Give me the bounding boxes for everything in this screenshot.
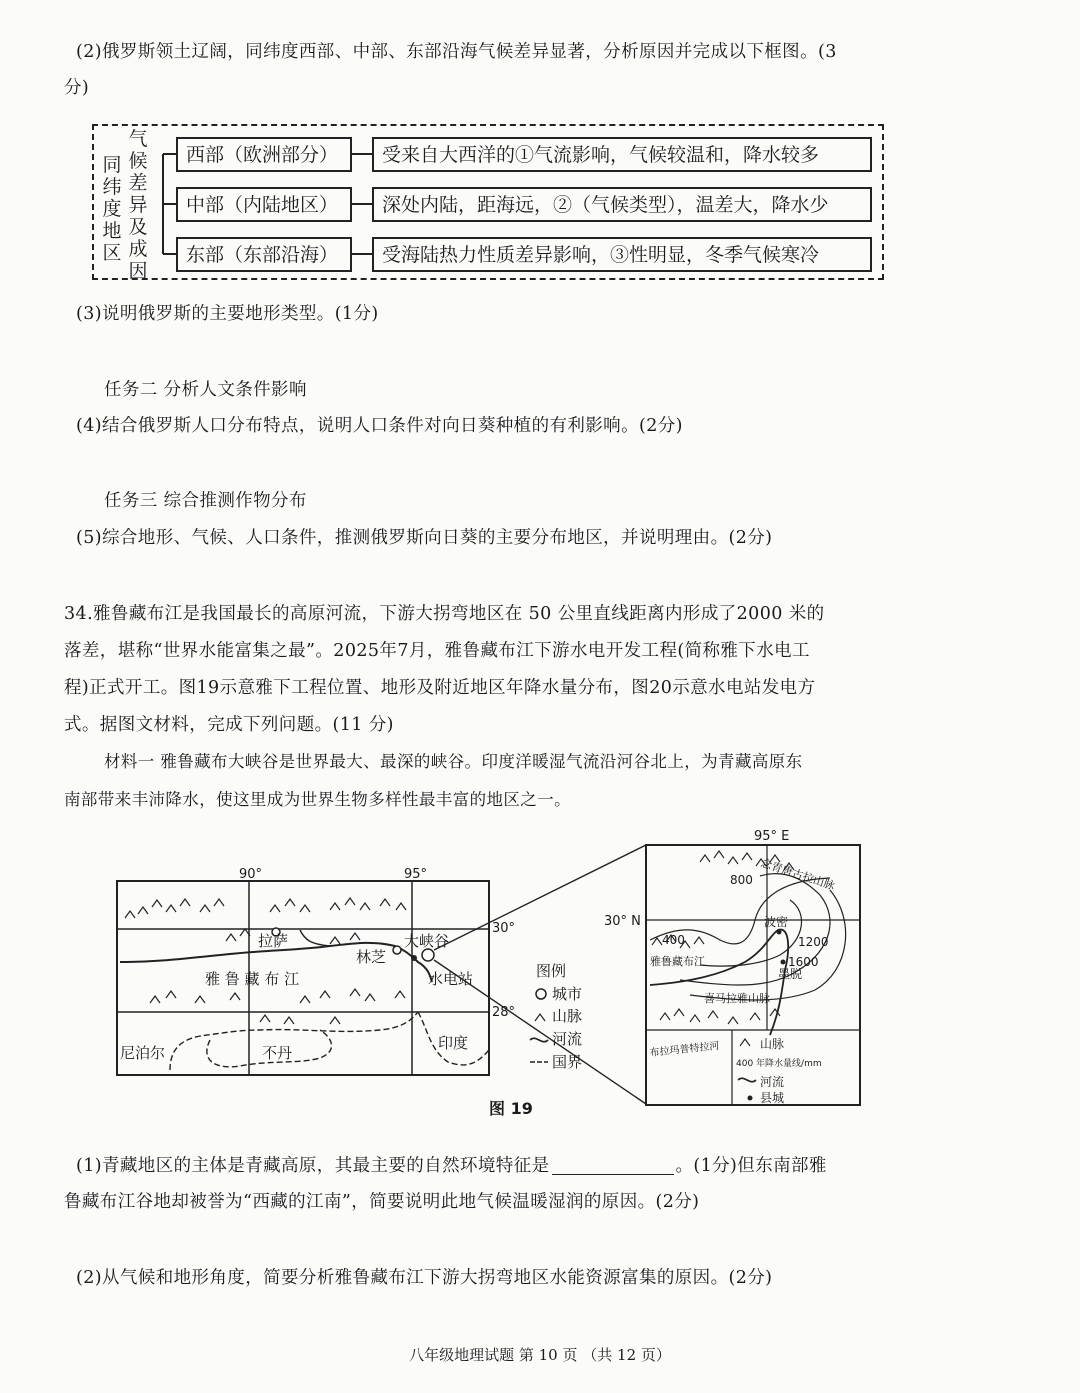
legend-mountain: 山脉 bbox=[552, 1007, 583, 1025]
q34-1-line2: 鲁藏布江谷地却被誉为“西藏的江南”，简要说明此地气候温暖湿润的原因。(2分) bbox=[64, 1192, 700, 1212]
legend-title: 图例 bbox=[536, 962, 567, 980]
right-map bbox=[604, 829, 860, 1105]
legend-border: 国界 bbox=[552, 1053, 583, 1071]
left-map bbox=[117, 867, 515, 1075]
lon-95-label: 95° bbox=[404, 867, 428, 882]
isohyet-1200-label: 1200 bbox=[798, 935, 829, 949]
page-footer: 八年级地理试题 第 10 页 （共 12 页） bbox=[409, 1346, 671, 1364]
himalaya-label: 喜马拉雅山脉 bbox=[704, 992, 770, 1005]
diagram-left-label: 同纬度地区 bbox=[102, 154, 122, 264]
question-34-line3: 程)正式开工。图19示意雅下工程位置、地形及附近地区年降水量分布，图20示意水电站发电方 bbox=[64, 678, 816, 698]
reason-central: 深处内陆，距海远，②（气候类型），温差大，降水少 bbox=[372, 187, 872, 222]
right-legend-county: 县城 bbox=[760, 1091, 785, 1105]
question-34-line4: 式。据图文材料，完成下列问题。(11 分) bbox=[64, 715, 394, 735]
grand-canyon-label: 大峡谷 bbox=[404, 932, 450, 950]
region-east: 东部（东部沿海） bbox=[176, 237, 352, 272]
brahmaputra-label: 布拉玛普特拉河 bbox=[649, 1040, 720, 1059]
bhutan-label: 不丹 bbox=[262, 1044, 293, 1062]
q34-2: (2)从气候和地形角度，简要分析雅鲁藏布江下游大拐弯地区水能资源富集的原因。(2分) bbox=[76, 1268, 773, 1288]
right-legend-river: 河流 bbox=[760, 1075, 785, 1089]
right-lon-label: 95° E bbox=[754, 829, 790, 844]
lat-28-label: 28° bbox=[492, 1005, 516, 1020]
right-legend-isohyet: 400 年降水量线/mm bbox=[736, 1059, 822, 1069]
lat-30-label: 30° bbox=[492, 921, 516, 936]
material-1-line2: 南部带来丰沛降水，使这里成为世界生物多样性最丰富的地区之一。 bbox=[64, 790, 571, 809]
reason-west: 受来自大西洋的①气流影响，气候较温和，降水较多 bbox=[372, 137, 872, 172]
isohyet-1600-label: 1600 bbox=[788, 955, 819, 969]
question-2-line2: 分) bbox=[64, 78, 90, 98]
question-34-line2: 落差，堪称“世界水能富集之最”。2025年7月，雅鲁藏布江下游水电开发工程(简称雅下水电工 bbox=[64, 641, 810, 661]
lhasa-label: 拉萨 bbox=[258, 932, 289, 950]
q34-1-text-a: (1)青藏地区的主体是青藏高原，其最主要的自然环境特征是 bbox=[76, 1156, 550, 1176]
right-legend-mountain: 山脉 bbox=[760, 1037, 785, 1051]
answer-blank[interactable] bbox=[552, 1152, 674, 1175]
task-3-heading: 任务三 综合推测作物分布 bbox=[104, 491, 307, 511]
reason-east: 受海陆热力性质差异影响，③性明显，冬季气候寒冷 bbox=[372, 237, 872, 272]
q34-1-text-b: 。(1分)但东南部雅 bbox=[675, 1156, 827, 1176]
task-2-heading: 任务二 分析人文条件影响 bbox=[104, 380, 307, 400]
q34-1-line1 bbox=[76, 1148, 827, 1184]
nyenchen-tanglha-label: 念青唐古拉山脉 bbox=[759, 856, 837, 893]
river-label: 雅 鲁 藏 布 江 bbox=[205, 970, 300, 988]
diagram-mid-label: 气候差异及成因 bbox=[128, 128, 148, 282]
figure-19-caption: 图 19 bbox=[489, 1099, 533, 1118]
legend-river: 河流 bbox=[552, 1030, 583, 1048]
hydropower-station-label: 水电站 bbox=[428, 970, 474, 988]
legend-city: 城市 bbox=[552, 985, 583, 1003]
isohyet-800-label: 800 bbox=[730, 873, 753, 887]
legend bbox=[530, 962, 582, 1071]
medog-label: 墨脱 bbox=[778, 967, 803, 981]
question-3: (3)说明俄罗斯的主要地形类型。(1分) bbox=[76, 304, 379, 324]
india-label: 印度 bbox=[438, 1034, 469, 1052]
question-5: (5)综合地形、气候、人口条件，推测俄罗斯向日葵的主要分布地区，并说明理由。(2分) bbox=[76, 528, 773, 548]
region-central: 中部（内陆地区） bbox=[176, 187, 352, 222]
lon-90-label: 90° bbox=[239, 867, 263, 882]
nepal-label: 尼泊尔 bbox=[120, 1044, 166, 1062]
region-west: 西部（欧洲部分） bbox=[176, 137, 352, 172]
question-34-line1: 34.雅鲁藏布江是我国最长的高原河流，下游大拐弯地区在 50 公里直线距离内形成了2000 米的 bbox=[64, 604, 825, 624]
question-2-line1: (2)俄罗斯领土辽阔，同纬度西部、中部、东部沿海气候差异显著，分析原因并完成以下框图。(3 bbox=[76, 42, 837, 62]
material-1-line1: 材料一 雅鲁藏布大峡谷是世界最大、最深的峡谷。印度洋暖湿气流沿河谷北上，为青藏高原东 bbox=[104, 752, 803, 771]
isohyet-400-label: 400 bbox=[662, 933, 685, 947]
right-lat-label: 30° N bbox=[604, 914, 641, 929]
nyingchi-label: 林芝 bbox=[356, 948, 387, 966]
question-4: (4)结合俄罗斯人口分布特点，说明人口条件对向日葵种植的有利影响。(2分) bbox=[76, 416, 683, 436]
bomi-label: 波密 bbox=[764, 915, 789, 929]
right-river-label: 雅鲁藏布江 bbox=[650, 955, 705, 968]
